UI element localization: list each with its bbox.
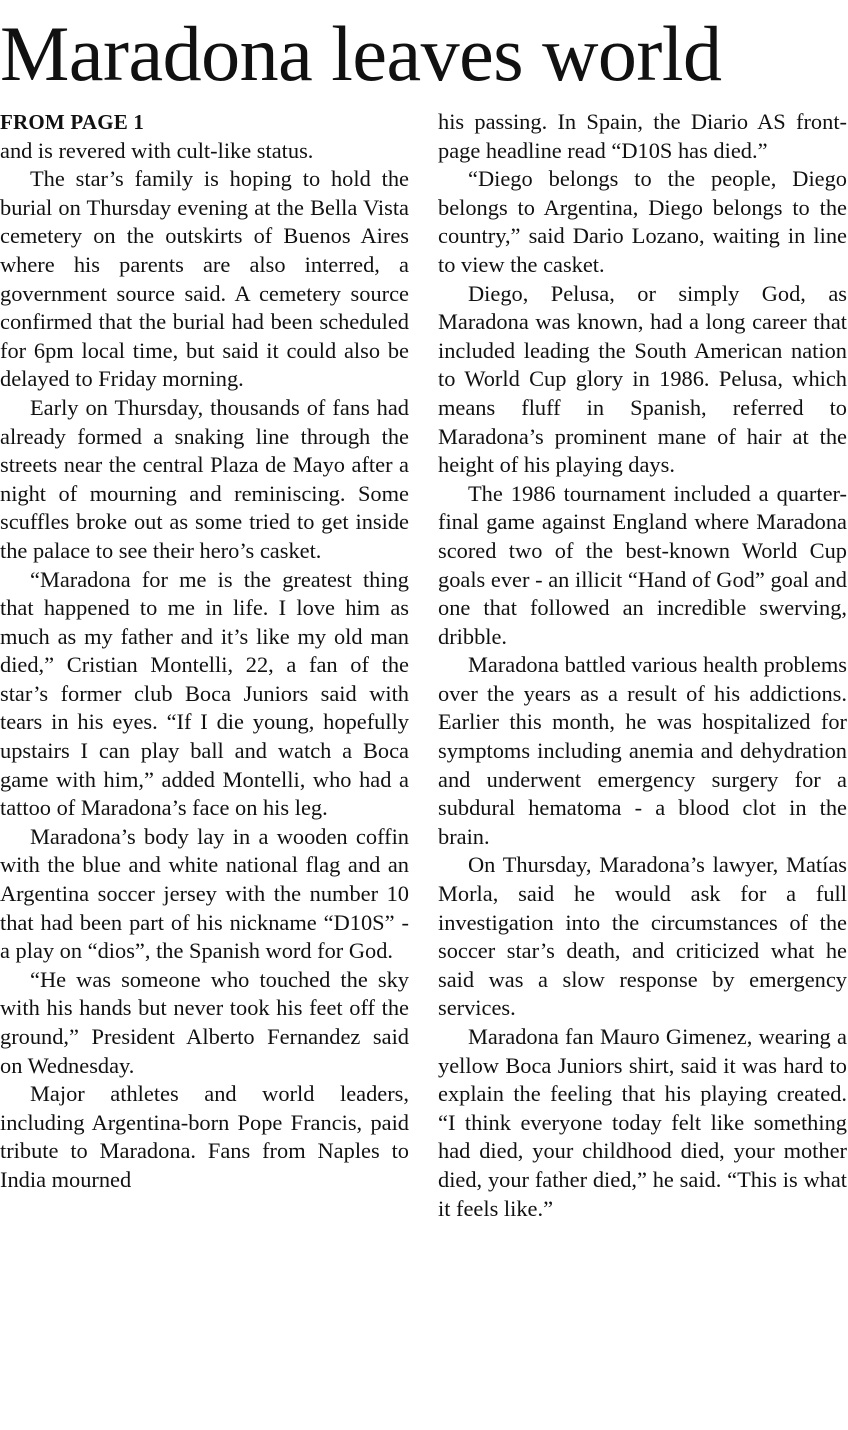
paragraph: Maradona battled various health problems over the years as a result of his addictions. Earlier this month, he was hospitalized for symptoms including anemia and dehydration and underwent emergency surgery for a subdural hematoma - a blood clot in the brain. bbox=[438, 652, 847, 849]
kicker: FROM PAGE 1 bbox=[0, 110, 145, 134]
paragraph: his passing. In Spain, the Diario AS front-page headline read “D10S has died.” bbox=[438, 109, 847, 163]
paragraph: “He was someone who touched the sky with his hands but never took his feet off the ground,” President Alberto Fernandez said on Wednesday. bbox=[0, 966, 409, 1078]
article-column-right bbox=[438, 108, 847, 1223]
paragraph: On Thursday, Maradona’s lawyer, Matías Morla, said he would ask for a full investigation into the circumstances of the soccer star’s death, and criticized what he said was a slow response by emergency services. bbox=[438, 852, 847, 1021]
paragraph: Early on Thursday, thousands of fans had already formed a snaking line through the streets near the central Plaza de Mayo after a night of mourning and reminiscing. Some scuffles broke out as some tried to get inside the palace to see their hero’s casket. bbox=[0, 394, 409, 563]
paragraph: and is revered with cult-like status. bbox=[0, 137, 314, 163]
paragraph: “Diego belongs to the people, Diego belongs to Argentina, Diego belongs to the country,” said Dario Lozano, waiting in line to view the casket. bbox=[438, 166, 847, 277]
paragraph: Maradona’s body lay in a wooden coffin with the blue and white national flag and an Argentina soccer jersey with the number 10 that had been part of his nickname “D10S” - a play on “dios”, the Spanish word for God. bbox=[0, 823, 409, 964]
paragraph: Major athletes and world leaders, including Argentina-born Pope Francis, paid tribute to Maradona. Fans from Naples to India mourned bbox=[0, 1081, 409, 1192]
paragraph: Maradona fan Mauro Gimenez, wearing a yellow Boca Juniors shirt, said it was hard to explain the feeling that his playing created. “I think everyone today felt like something had died, your childhood died, your mother died, your father died,” he said. “This is what it feels like.” bbox=[438, 1024, 847, 1221]
paragraph: The 1986 tournament included a quarter-final game against England where Maradona scored two of the best-known World Cup goals ever - an illicit “Hand of God” goal and one that followed an incredible swerving, dribble. bbox=[438, 480, 847, 649]
paragraph: The star’s family is hoping to hold the burial on Thursday evening at the Bella Vista cemetery on the outskirts of Buenos Aires where his parents are also interred, a government source said. A cemetery source confirmed that the burial had been scheduled for 6pm local time, but said it could also be delayed to Friday morning. bbox=[0, 166, 409, 392]
paragraph: Diego, Pelusa, or simply God, as Maradona was known, had a long career that included leading the South American nation to World Cup glory in 1986. Pelusa, which means fluff in Spanish, referred to Maradona’s prominent mane of hair at the height of his playing days. bbox=[438, 280, 847, 478]
paragraph: “Maradona for me is the greatest thing that happened to me in life. I love him as much as my father and it’s like my old man died,” Cristian Montelli, 22, a fan of the star’s former club Boca Juniors said with tears in his eyes. “If I die young, hopefully upstairs I can play ball and watch a Boca game with him,” added Montelli, who had a tattoo of Maradona’s face on his leg. bbox=[0, 566, 409, 821]
headline: Maradona leaves world bbox=[0, 10, 722, 97]
article-column-left bbox=[0, 108, 409, 1195]
